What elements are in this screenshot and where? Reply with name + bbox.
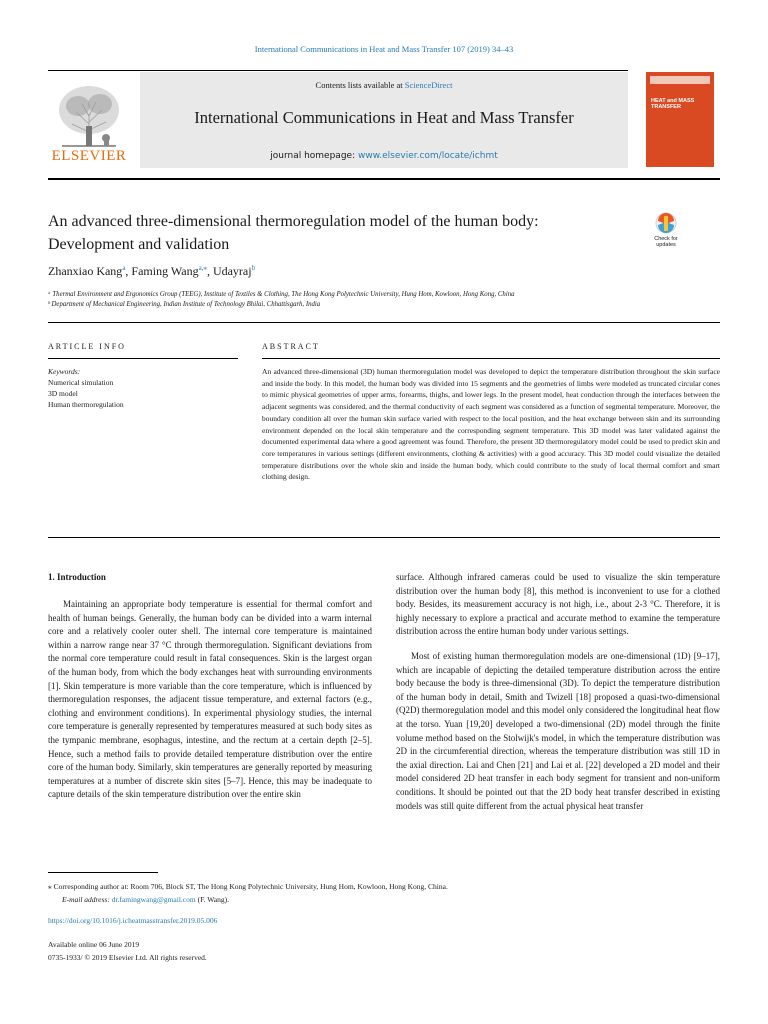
email-link[interactable]: dr.famingwang@gmail.com (111, 895, 196, 904)
cover-top-strip (650, 76, 710, 84)
crossmark-label[interactable]: Check for updates (654, 236, 678, 248)
author-affiliation-mark[interactable]: b (251, 264, 256, 272)
keyword: 3D model (48, 389, 78, 398)
abstract-text: An advanced three-dimensional (3D) human thermoregulation model was developed to depict the temperature distribution throughout the skin surface and inside the body. In this model, the human body was divided into 15 segments and the geometries of limbs were modeled as truncated circular cones to mimic physical geometries of upper arms, forearms, thighs, and lower legs. In the present model, heat conduction through the interfaces between the adjacent segments was considered, and the thermal conductivity of each segment was considered as a function of segmental temperature. Moreover, the boundary condition all over the human skin surface varied with respect to the local position, and the heat exchange between skin and its surrounding environment depended on the local skin temperature and the corresponding segment temperature. This 3D model was later validated against the documented experimental data where a good agreement was found. Therefore, the present 3D thermoregulatory model could be used to predict skin and core temperatures in various settings (different environments, clothing & activities) with a good accuracy. This 3D model could visualize the detailed temperature distributions over the whole skin and inside the human body, which could contribute to the study of local thermal comfort and smart clothing design. (262, 367, 720, 482)
email-line (62, 895, 229, 904)
author-list: Zhanxiao Kang$^a$, Faming Wang$^{a,⁎}$, Udayraj$^b$ (48, 264, 256, 278)
author-name[interactable]: Udayraj (212, 264, 252, 278)
article-info-rule (48, 358, 238, 359)
journal-cover-image (646, 72, 714, 167)
journal-homepage (140, 151, 628, 161)
body-paragraph: Most of existing human thermoregulation models are one-dimensional (1D) [9–17], which are incapable of depicting the detailed temperature distribution across the entire body because the body is three-dimensional (3D). To depict the temperature distribution of the human body in detail, Smith and Twizell [18] proposed a quasi-two-dimensional (Q2D) thermoregulation model and this model only considered the longitudinal heat flow at the torso. Yuan [19,20] developed a two-dimensional (2D) model through the finite volume method based on the Stolwijk's model, in which the temperature distribution was 2D in the circumferential direction, whereas the temperature distribution was still 1D in the axial direction. Lai and Chen [21] and Lai et al. [22] developed a 2D model and their model considered 2D heat transfer in each body segment for transient and non-uniform conditions. It should be pointed out that the 2D body heat transfer described in existing models was still quite different from the actual physical heat transfer (396, 651, 720, 811)
article-info-heading: ARTICLE INFO (48, 342, 126, 351)
author-name[interactable]: Zhanxiao Kang (48, 264, 123, 278)
contents-prefix: Contents lists available at (315, 80, 405, 90)
author-name[interactable]: Faming Wang (131, 264, 199, 278)
author-affiliation-mark[interactable]: a,⁎ (198, 264, 207, 272)
corresponding-author-note: ⁎ Corresponding author at: Room 706, Block ST, The Hong Kong Polytechnic University, Hung Hom, Kowloon, Hong Kong, China. (48, 882, 448, 891)
author-affiliation-mark[interactable]: a (122, 264, 126, 272)
affiliation-a: ᵃ Thermal Environment and Ergonomics Group (TEEG), Institute of Textiles & Clothing, The Hong Kong Polytechnic University, Hung Hom, Kowloon, Hong Kong, China (48, 291, 515, 298)
abstract-separator (48, 537, 720, 538)
header-separator (48, 178, 720, 180)
homepage-prefix: journal homepage: (270, 151, 358, 161)
body-paragraph: Maintaining an appropriate body temperature is essential for thermal comfort and health of human beings. Generally, the human body can be divided into a warm internal core and a relatively cooler outer shell. The internal core temperature is maintained within a narrow range near 37 °C through thermoregulation. Significant deviations from the normal core temperature could result in fatal consequences. Skin is the largest organ of the human body, from which the body exchanges heat with surrounding environments [1]. Skin temperature is more variable than the core temperature, which is influenced by thermoregulation responses, the adjacent tissue temperature, and external factors (e.g., clothing and environment conditions). In experimental physiology studies, the internal core temperature is generally represented by temperatures measured at such body sites as the tympanic membrane, esophagus, intestine, and the rectum at a certain depth [2–5]. Hence, such a method fails to provide detailed temperature distribution over the entire core of the human body. Similarly, skin temperatures are generally reported by measuring temperatures at a number of discrete skin sites [5–7]. Hence, this may be inadequate to capture details of the skin temperature distribution over the entire skin (48, 599, 372, 800)
email-suffix: (F. Wang). (195, 895, 229, 904)
homepage-link[interactable]: www.elsevier.com/locate/ichmt (357, 151, 498, 161)
journal-title: International Communications in Heat and Mass Transfer (194, 108, 574, 127)
section-heading: 1. Introduction (48, 572, 106, 582)
header-rule (48, 70, 628, 71)
footnote-rule (48, 872, 158, 873)
affiliation-b: ᵇ Department of Mechanical Engineering, Indian Institute of Technology Bhilai, Chhattisgarh, India (48, 301, 321, 308)
title-separator (48, 322, 720, 323)
publisher-name: ELSEVIER (51, 148, 127, 164)
abstract-heading: ABSTRACT (262, 342, 320, 351)
keywords-label: Keywords: (48, 367, 81, 376)
email-label: E-mail address: (62, 895, 112, 904)
keyword: Human thermoregulation (48, 400, 124, 409)
contents-available (140, 80, 628, 90)
article-title: An advanced three-dimensional thermoregulation model of the human body: Development and validation (48, 213, 539, 253)
sciencedirect-link[interactable]: ScienceDirect (404, 80, 453, 90)
keyword: Numerical simulation (48, 378, 114, 387)
doi-link[interactable]: https://doi.org/10.1016/j.icheatmasstransfer.2019.05.006 (48, 916, 218, 925)
keywords-block (48, 366, 124, 410)
body-paragraph: surface. Although infrared cameras could be used to visualize the skin temperature distribution over the human body [8], this method is inconvenient to use for a clothed body. Besides, its measurement accuracy is not high, i.e., about 2-3 °C. Therefore, it is highly necessary to explore a practical and accurate method to examine the temperature distribution across the entire human body under various settings. (396, 572, 720, 637)
abstract-rule (262, 358, 720, 359)
journal-reference[interactable]: International Communications in Heat and Mass Transfer 107 (2019) 34–43 (254, 44, 514, 54)
available-online: Available online 06 June 2019 (48, 940, 140, 949)
copyright-notice: 0735-1933/ © 2019 Elsevier Ltd. All rights reserved. (48, 953, 207, 962)
cover-title: HEAT and MASS TRANSFER (651, 98, 695, 110)
